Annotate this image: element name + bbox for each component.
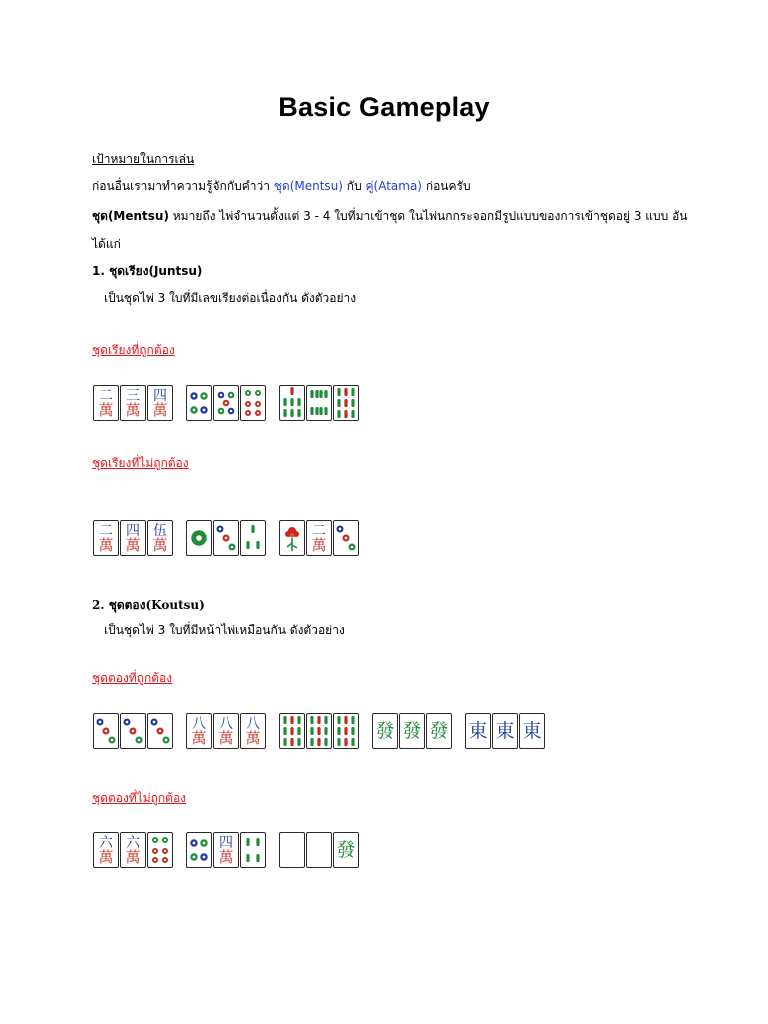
- tile-group: [186, 385, 267, 421]
- honor-glyph: 發: [336, 838, 356, 861]
- intro-paragraph: [92, 178, 471, 194]
- term-mentsu: ชุด(Mentsu): [273, 179, 343, 193]
- honor-glyph: 東: [468, 719, 488, 742]
- tile-group: [93, 385, 174, 421]
- mentsu-def-line1: หมายถึง ไพ่จำนวนตั้งแต่ 3 - 4 ใบที่มาเข้าชุด ในไพ่นกกระจอกมีรูปแบบของการเข้าชุดอยู่ 3 แบบ อัน: [168, 209, 688, 223]
- flower-tile-icon: [279, 520, 305, 556]
- character-tile: [93, 385, 119, 421]
- tile-wan-char: 萬: [98, 848, 114, 866]
- bamboo-tile-icon: [240, 832, 266, 868]
- juntsu-correct-label: ชุดเรียงที่ถูกต้อง: [92, 343, 175, 357]
- tile-group: [279, 713, 360, 749]
- circle-tile-icon: [240, 385, 266, 421]
- blank-tile: [279, 832, 305, 868]
- circle-tile-icon: [186, 832, 212, 868]
- tile-numeral: 六: [99, 834, 113, 851]
- character-tile: [213, 713, 239, 749]
- character-tile: [120, 832, 146, 868]
- tile-row: [93, 713, 558, 749]
- circle-tile-icon: [333, 520, 359, 556]
- tile-group: [372, 713, 453, 749]
- honor-tile: [333, 832, 359, 868]
- tile-group: [186, 713, 267, 749]
- tile-numeral: 四: [219, 834, 233, 851]
- koutsu-correct-label: ชุดตองที่ถูกต้อง: [92, 671, 173, 685]
- circle-tile-icon: [186, 385, 212, 421]
- blank-tile: [306, 832, 332, 868]
- tile-numeral: 六: [126, 834, 140, 851]
- honor-tile: [519, 713, 545, 749]
- bamboo-tile-icon: [333, 385, 359, 421]
- honor-tile: [426, 713, 452, 749]
- bamboo-tile-icon: [279, 713, 305, 749]
- honor-glyph: 東: [522, 719, 542, 742]
- term-atama: คู่(Atama): [365, 179, 422, 193]
- character-tile: [147, 385, 173, 421]
- circle-tile-icon: [213, 520, 239, 556]
- character-tile: [120, 385, 146, 421]
- character-tile: [306, 520, 332, 556]
- tile-wan-char: 萬: [125, 848, 141, 866]
- tile-wan-char: 萬: [218, 729, 234, 747]
- tile-group: [186, 520, 267, 556]
- tile-wan-char: 萬: [125, 536, 141, 554]
- intro-mid: กับ: [342, 179, 366, 193]
- goal-heading: เป้าหมายในการเล่น: [92, 152, 195, 166]
- juntsu-description: เป็นชุดไพ่ 3 ใบที่มีเลขเรียงต่อเนื่องกัน ดังตัวอย่าง: [104, 291, 357, 305]
- tile-wan-char: 萬: [218, 848, 234, 866]
- circle-tile-icon: [213, 385, 239, 421]
- tile-group: [93, 832, 174, 868]
- character-tile: [213, 832, 239, 868]
- tile-numeral: 八: [192, 715, 206, 732]
- character-tile: [147, 520, 173, 556]
- honor-glyph: 發: [402, 719, 422, 742]
- character-tile: [240, 713, 266, 749]
- honor-tile: [492, 713, 518, 749]
- mentsu-definition: [92, 208, 688, 224]
- tile-group: [186, 832, 267, 868]
- tile-numeral: 八: [219, 715, 233, 732]
- tile-numeral: 伍: [153, 522, 167, 539]
- tile-row: [93, 385, 372, 421]
- tile-numeral: 二: [312, 522, 326, 539]
- honor-tile: [372, 713, 398, 749]
- tile-numeral: 二: [99, 522, 113, 539]
- mentsu-def-line2: ได้แก่: [92, 237, 121, 251]
- tile-wan-char: 萬: [125, 401, 141, 419]
- tile-group: [93, 520, 174, 556]
- circle-tile-icon: [93, 713, 119, 749]
- koutsu-incorrect-label: ชุดตองที่ไม่ถูกต้อง: [92, 791, 187, 805]
- juntsu-incorrect-label: ชุดเรียงที่ไม่ถูกต้อง: [92, 456, 189, 470]
- circle-tile-icon: [147, 832, 173, 868]
- tile-numeral: 三: [126, 387, 140, 404]
- koutsu-description: เป็นชุดไพ่ 3 ใบที่มีหน้าไพ่เหมือนกัน ดังตัวอย่าง: [104, 623, 345, 637]
- tile-group: [279, 385, 360, 421]
- tile-wan-char: 萬: [152, 401, 168, 419]
- circle-tile-icon: [147, 713, 173, 749]
- tile-wan-char: 萬: [245, 729, 261, 747]
- tile-group: [279, 520, 360, 556]
- tile-group: [93, 713, 174, 749]
- character-tile: [93, 832, 119, 868]
- bamboo-tile-icon: [306, 385, 332, 421]
- honor-glyph: 東: [495, 719, 515, 742]
- tile-wan-char: 萬: [98, 536, 114, 554]
- juntsu-heading: 1. ชุดเรียง(Juntsu): [92, 264, 203, 278]
- intro-before: ก่อนอื่นเรามาทำความรู้จักกับคำว่า: [92, 179, 274, 193]
- tile-wan-char: 萬: [152, 536, 168, 554]
- circle-tile-icon: [186, 520, 212, 556]
- bamboo-tile-icon: [279, 385, 305, 421]
- character-tile: [186, 713, 212, 749]
- tile-numeral: 二: [99, 387, 113, 404]
- honor-tile: [399, 713, 425, 749]
- honor-glyph: 發: [375, 719, 395, 742]
- bamboo-tile-icon: [333, 713, 359, 749]
- tile-group: [465, 713, 546, 749]
- character-tile: [120, 520, 146, 556]
- tile-row: [93, 520, 372, 556]
- tile-wan-char: 萬: [98, 401, 114, 419]
- character-tile: [93, 520, 119, 556]
- bamboo-tile-icon: [240, 520, 266, 556]
- mentsu-term: ชุด(Mentsu): [92, 209, 169, 223]
- koutsu-heading: 2. ชุดตอง(Koutsu): [92, 598, 205, 612]
- circle-tile-icon: [120, 713, 146, 749]
- tile-numeral: 四: [126, 522, 140, 539]
- tile-wan-char: 萬: [191, 729, 207, 747]
- tile-row: [93, 832, 372, 868]
- bamboo-tile-icon: [306, 713, 332, 749]
- tile-group: [279, 832, 360, 868]
- page-title: Basic Gameplay: [278, 92, 490, 122]
- honor-tile: [465, 713, 491, 749]
- tile-numeral: 四: [153, 387, 167, 404]
- intro-after: ก่อนครับ: [422, 179, 471, 193]
- honor-glyph: 發: [429, 719, 449, 742]
- tile-numeral: 八: [246, 715, 260, 732]
- tile-wan-char: 萬: [311, 536, 327, 554]
